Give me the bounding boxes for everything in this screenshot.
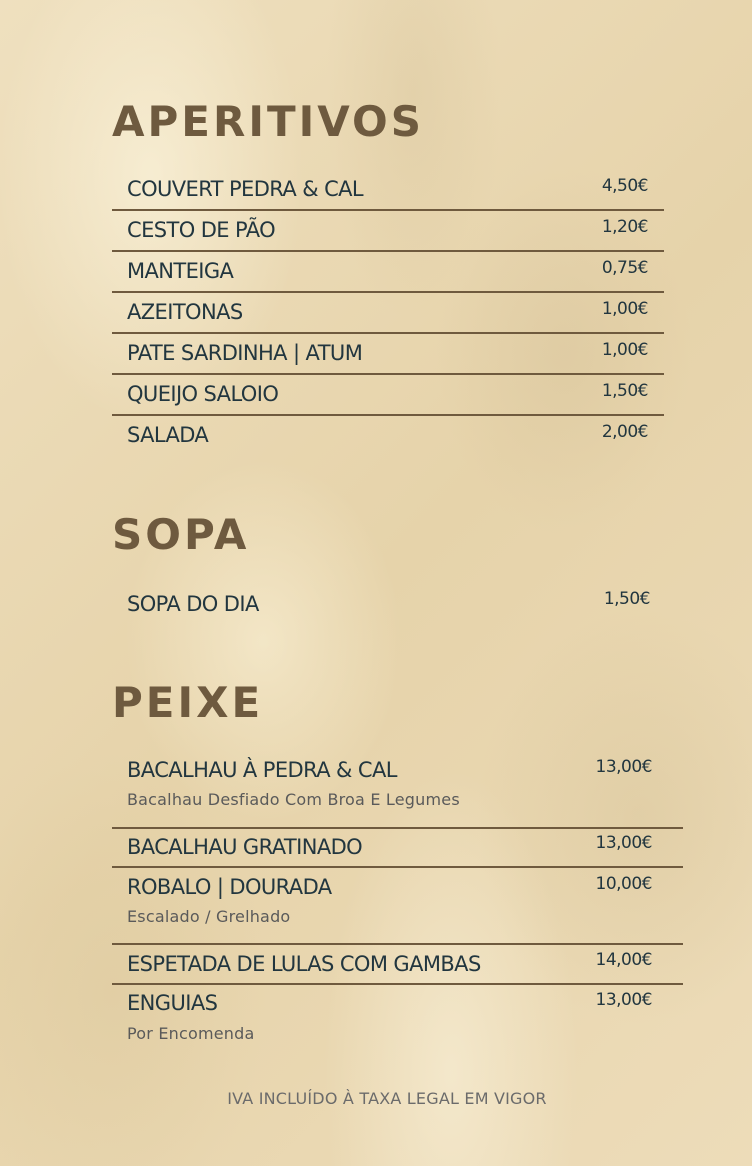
aperitivos-list: [112, 170, 664, 457]
item-price: 10,00€: [595, 874, 652, 894]
menu-item: [112, 293, 664, 334]
menu-item: [112, 868, 683, 945]
menu-item: [112, 211, 664, 252]
item-price: 1,50€: [601, 381, 648, 401]
peixe-list: [112, 750, 683, 1055]
item-name: SOPA DO DIA: [127, 592, 259, 616]
item-name: COUVERT PEDRA & CAL: [127, 177, 364, 201]
item-description: Escalado / Grelhado: [127, 907, 291, 926]
tax-note: IVA INCLUÍDO À TAXA LEGAL EM VIGOR: [227, 1089, 547, 1108]
item-name: QUEIJO SALOIO: [127, 382, 279, 406]
item-price: 13,00€: [595, 757, 652, 777]
section-title-peixe: PEIXE: [112, 678, 264, 727]
item-price: 13,00€: [595, 990, 652, 1010]
item-price: 14,00€: [595, 950, 652, 970]
item-description: Por Encomenda: [127, 1024, 255, 1043]
item-price: 1,50€: [603, 589, 650, 609]
item-price: 0,75€: [601, 258, 648, 278]
item-name: BACALHAU GRATINADO: [127, 835, 363, 859]
item-name: ESPETADA DE LULAS COM GAMBAS: [127, 952, 481, 976]
item-price: 1,00€: [601, 340, 648, 360]
item-name: ROBALO | DOURADA: [127, 875, 332, 899]
section-title-aperitivos: APERITIVOS: [112, 97, 424, 146]
item-price: 1,20€: [601, 217, 648, 237]
sopa-list: [112, 585, 664, 626]
menu-item: [112, 170, 664, 211]
menu-item: [112, 985, 683, 1055]
item-name: BACALHAU À PEDRA & CAL: [127, 758, 397, 782]
item-name: MANTEIGA: [127, 259, 234, 283]
item-name: PATE SARDINHA | ATUM: [127, 341, 363, 365]
item-name: SALADA: [127, 423, 209, 447]
menu-item: [112, 375, 664, 416]
menu-item: [112, 416, 664, 457]
menu-item: [112, 585, 664, 626]
item-price: 2,00€: [601, 422, 648, 442]
menu-item: [112, 829, 683, 868]
item-price: 4,50€: [601, 176, 648, 196]
menu-item: [112, 945, 683, 985]
menu-item: [112, 334, 664, 375]
item-price: 1,00€: [601, 299, 648, 319]
section-title-sopa: SOPA: [112, 510, 250, 559]
menu-item: [112, 252, 664, 293]
item-price: 13,00€: [595, 833, 652, 853]
item-description: Bacalhau Desfiado Com Broa E Legumes: [127, 790, 460, 809]
item-name: ENGUIAS: [127, 991, 218, 1015]
menu-item: [112, 750, 683, 829]
item-name: CESTO DE PÃO: [127, 218, 276, 242]
item-name: AZEITONAS: [127, 300, 243, 324]
